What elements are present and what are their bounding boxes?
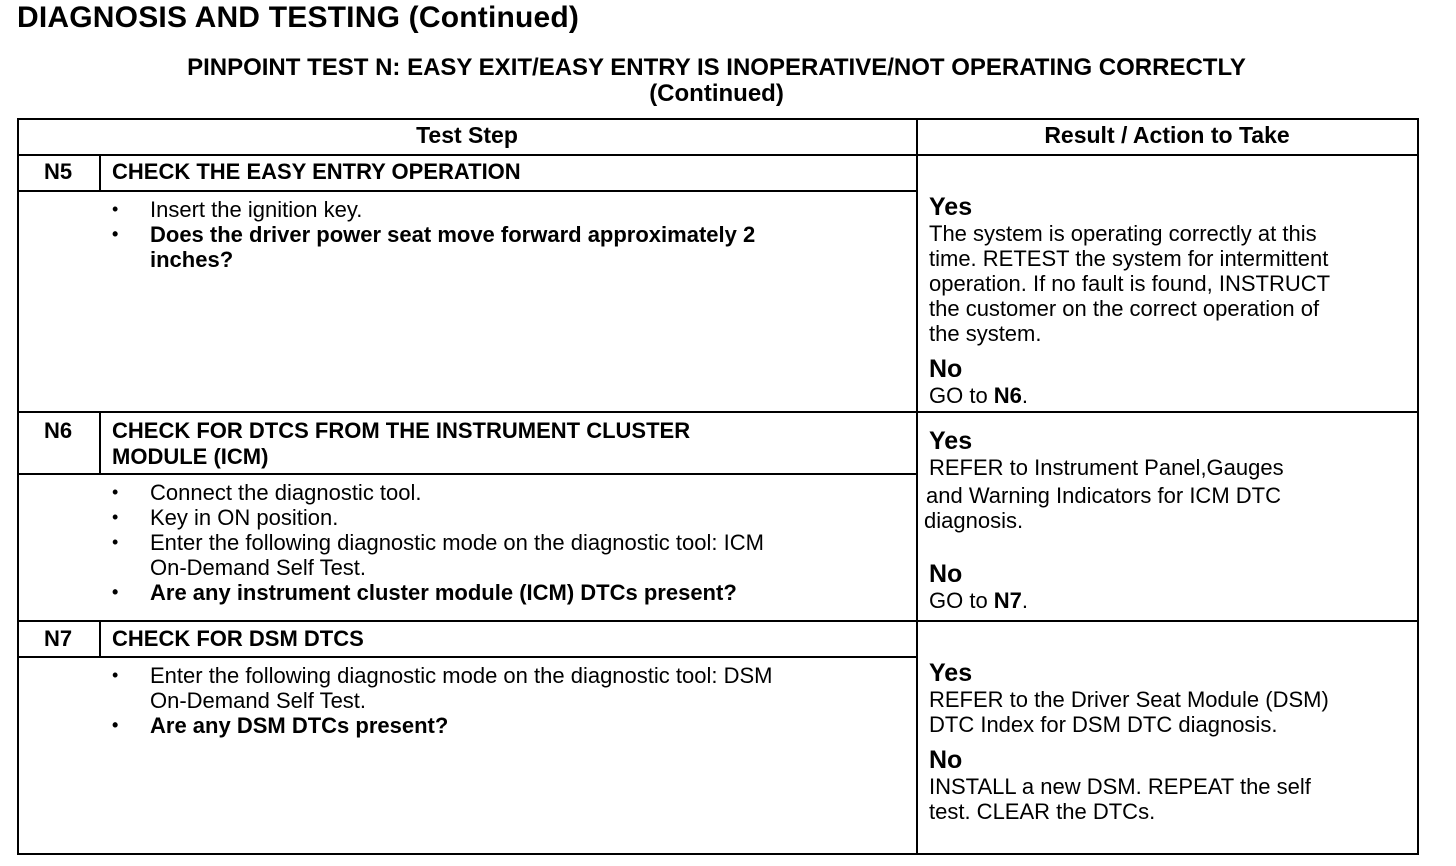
n5-heading-divider bbox=[17, 190, 917, 192]
pinpoint-test-title-line1: PINPOINT TEST N: EASY EXIT/EASY ENTRY IS INOPERATIVE/NOT OPERATING CORRECTLY bbox=[187, 54, 1246, 81]
result-yes-text: diagnosis. bbox=[924, 508, 1024, 533]
step-id-n7: N7 bbox=[43, 626, 73, 651]
step-reference-n7: N7 bbox=[993, 588, 1022, 613]
n6-row-divider bbox=[17, 620, 1419, 622]
result-yes-text: operation. If no fault is found, INSTRUCT bbox=[929, 271, 1331, 296]
result-yes-text: REFER to the Driver Seat Module (DSM) bbox=[929, 687, 1329, 712]
table-border-left bbox=[17, 118, 19, 855]
result-no-label: No bbox=[929, 560, 963, 588]
result-no-text: test. CLEAR the DTCs. bbox=[929, 799, 1156, 824]
result-n6 bbox=[924, 427, 1284, 613]
result-yes-label: Yes bbox=[929, 427, 973, 455]
pinpoint-test-title-line2: (Continued) bbox=[649, 80, 784, 107]
result-yes-text: the system. bbox=[929, 321, 1042, 346]
bullet-item: • Enter the following diagnostic mode on the diagnostic tool: DSM On-Demand Self Test. bbox=[108, 663, 772, 713]
bullet-question: • Are any instrument cluster module (ICM) DTCs present? bbox=[108, 580, 764, 605]
step-bullets-n7 bbox=[108, 663, 772, 738]
result-yes-text: time. RETEST the system for intermittent bbox=[929, 246, 1329, 271]
result-yes-text: and Warning Indicators for ICM DTC bbox=[926, 483, 1281, 508]
result-yes-text: the customer on the correct operation of bbox=[929, 296, 1320, 321]
pinpoint-test-title bbox=[0, 55, 1433, 107]
result-n5 bbox=[929, 194, 1330, 408]
n5-id-divider bbox=[99, 154, 101, 191]
n6-heading-divider bbox=[17, 473, 917, 475]
header-result-action: Result / Action to Take bbox=[1044, 122, 1290, 148]
n6-id-divider bbox=[99, 411, 101, 474]
step-id-n6: N6 bbox=[43, 418, 73, 443]
step-heading-n7: CHECK FOR DSM DTCS bbox=[112, 626, 364, 651]
header-test-step: Test Step bbox=[416, 122, 518, 148]
result-n7 bbox=[929, 660, 1329, 824]
bullet-question: • Are any DSM DTCs present? bbox=[108, 713, 772, 738]
result-yes-text: DTC Index for DSM DTC diagnosis. bbox=[929, 712, 1278, 737]
bullet-item: • Connect the diagnostic tool. bbox=[108, 480, 764, 505]
result-yes-label: Yes bbox=[929, 659, 973, 687]
result-no-text: GO to N7. bbox=[929, 588, 1029, 613]
table-column-divider bbox=[916, 118, 918, 855]
n5-row-divider bbox=[17, 411, 1419, 413]
table-border-top bbox=[17, 118, 1419, 120]
page-title: DIAGNOSIS AND TESTING (Continued) bbox=[17, 1, 580, 34]
table-border-bottom bbox=[17, 853, 1419, 855]
step-heading-n5: CHECK THE EASY ENTRY OPERATION bbox=[112, 159, 521, 184]
result-yes-label: Yes bbox=[929, 193, 973, 221]
step-bullets-n5 bbox=[108, 197, 755, 272]
result-no-label: No bbox=[929, 355, 963, 383]
n7-id-divider bbox=[99, 620, 101, 657]
n7-heading-divider bbox=[17, 656, 917, 658]
result-yes-text: REFER to Instrument Panel,Gauges bbox=[929, 455, 1284, 480]
result-no-text: INSTALL a new DSM. REPEAT the self bbox=[929, 774, 1311, 799]
bullet-item: • Insert the ignition key. bbox=[108, 197, 755, 222]
step-id-n5: N5 bbox=[43, 159, 73, 184]
table-border-right bbox=[1417, 118, 1419, 855]
step-bullets-n6 bbox=[108, 480, 764, 605]
bullet-question: • Does the driver power seat move forward approximately 2 inches? bbox=[108, 222, 755, 272]
step-reference-n6: N6 bbox=[993, 383, 1022, 408]
bullet-item: • Enter the following diagnostic mode on the diagnostic tool: ICM On-Demand Self Test. bbox=[108, 530, 764, 580]
step-heading-n6: CHECK FOR DTCS FROM THE INSTRUMENT CLUSTER MODULE (ICM) bbox=[112, 418, 691, 469]
result-yes-text: The system is operating correctly at this bbox=[929, 221, 1317, 246]
header-divider bbox=[17, 154, 1419, 156]
result-no-text: GO to N6. bbox=[929, 383, 1029, 408]
result-no-label: No bbox=[929, 746, 963, 774]
bullet-item: • Key in ON position. bbox=[108, 505, 764, 530]
